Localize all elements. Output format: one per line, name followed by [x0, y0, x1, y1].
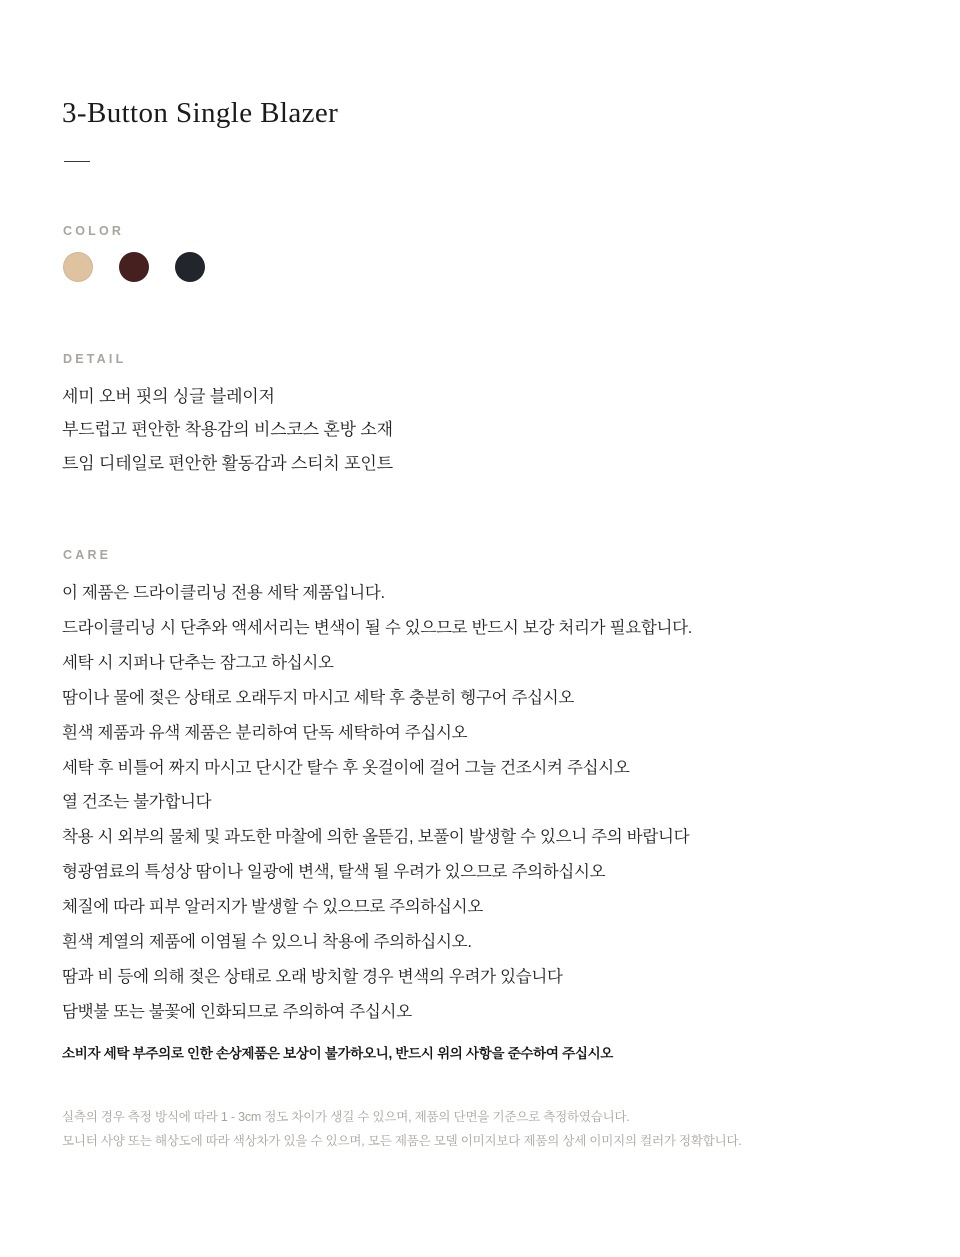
detail-line: 트임 디테일로 편안한 활동감과 스티치 포인트 — [62, 453, 393, 473]
color-swatch-dark-burgundy[interactable] — [119, 252, 149, 282]
color-swatch-charcoal-black[interactable] — [175, 252, 205, 282]
care-section-label: CARE — [63, 547, 112, 562]
care-line: 담뱃불 또는 불꽃에 인화되므로 주의하여 주십시오 — [62, 1003, 412, 1022]
care-line: 형광염료의 특성상 땀이나 일광에 변색, 탈색 될 우려가 있으므로 주의하십시오 — [62, 863, 606, 882]
detail-section-label: DETAIL — [63, 352, 127, 367]
title-divider — [64, 161, 90, 162]
detail-line: 부드럽고 편안한 착용감의 비스코스 혼방 소재 — [62, 420, 393, 440]
detail-line: 세미 오버 핏의 싱글 블레이저 — [62, 387, 275, 407]
care-note: 소비자 세탁 부주의로 인한 손상제품은 보상이 불가하오니, 반드시 위의 사항을 준수하여 주십시오 — [62, 1046, 614, 1062]
footnote-line: 실측의 경우 측정 방식에 따라 1 - 3cm 정도 차이가 생길 수 있으며, 제품의 단면을 기준으로 측정하였습니다. — [62, 1109, 630, 1124]
page-title: 3-Button Single Blazer — [62, 97, 339, 129]
care-line: 착용 시 외부의 물체 및 과도한 마찰에 의한 올뜯김, 보풀이 발생할 수 있으니 주의 바랍니다 — [62, 828, 690, 847]
care-line: 체질에 따라 피부 알러지가 발생할 수 있으므로 주의하십시오 — [62, 898, 483, 917]
color-swatch-beige[interactable] — [63, 252, 93, 282]
care-line: 이 제품은 드라이클리닝 전용 세탁 제품입니다. — [62, 583, 385, 602]
care-line: 드라이클리닝 시 단추와 액세서리는 변색이 될 수 있으므로 반드시 보강 처리가 필요합니다. — [62, 618, 693, 637]
color-section — [62, 224, 898, 282]
care-line: 열 건조는 불가합니다 — [62, 793, 212, 812]
detail-section — [62, 352, 898, 479]
care-line: 세탁 후 비틀어 짜지 마시고 단시간 탈수 후 옷걸이에 걸어 그늘 건조시켜 주십시오 — [62, 758, 630, 777]
care-line: 흰색 제품과 유색 제품은 분리하여 단독 세탁하여 주십시오 — [62, 723, 468, 742]
footnote-line: 모니터 사양 또는 해상도에 따라 색상차가 있을 수 있으며, 모든 제품은 모델 이미지보다 제품의 상세 이미지의 컬러가 정확합니다. — [62, 1133, 742, 1148]
care-section — [62, 548, 898, 1067]
color-section-label: COLOR — [63, 224, 125, 239]
footnotes-section — [62, 1105, 898, 1154]
care-line: 땀과 비 등에 의해 젖은 상태로 오래 방치할 경우 변색의 우려가 있습니다 — [62, 968, 563, 987]
care-line: 세탁 시 지퍼나 단추는 잠그고 하십시오 — [62, 653, 334, 672]
care-line: 흰색 계열의 제품에 이염될 수 있으니 착용에 주의하십시오. — [62, 933, 472, 952]
care-line: 땀이나 물에 젖은 상태로 오래두지 마시고 세탁 후 충분히 헹구어 주십시오 — [62, 688, 575, 707]
color-swatch-row — [63, 252, 898, 282]
